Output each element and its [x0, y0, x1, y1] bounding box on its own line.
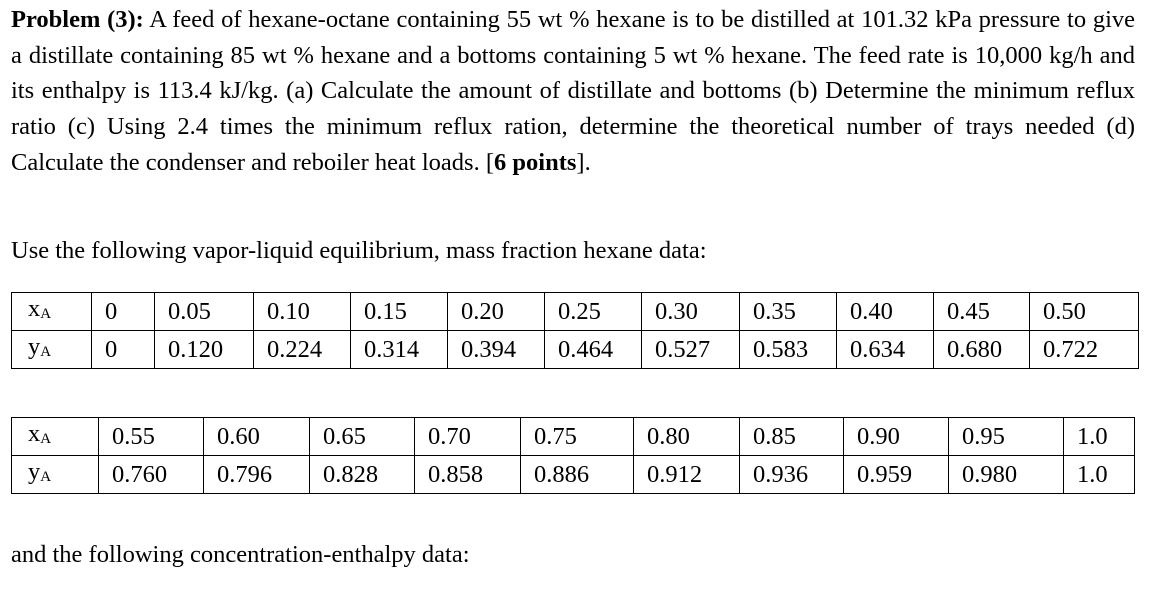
- points-close: ].: [576, 148, 591, 176]
- table1-x-value: 0: [92, 293, 155, 331]
- table2-y-value: 0.936: [740, 456, 844, 494]
- table2-x-value: 0.65: [310, 418, 415, 456]
- y-label: $y_A$: [12, 331, 92, 369]
- table1-x-value: 0.40: [837, 293, 934, 331]
- table1-x-value: 0.20: [448, 293, 545, 331]
- table2-row-x: [12, 418, 1135, 456]
- table2-y-value: 1.0: [1064, 456, 1135, 494]
- table1-x-value: 0.25: [545, 293, 642, 331]
- table1-x-value: 0.30: [642, 293, 740, 331]
- table1-x-value: 0.10: [254, 293, 351, 331]
- table2-x-value: 0.75: [521, 418, 634, 456]
- table2-y-value: 0.760: [99, 456, 204, 494]
- table1-x-value: 0.50: [1030, 293, 1139, 331]
- table1-x-value: 0.15: [351, 293, 448, 331]
- problem-label: Problem (3):: [11, 6, 144, 33]
- table1-y-value: 0.583: [740, 331, 837, 369]
- table2-x-value: 0.95: [949, 418, 1064, 456]
- table2-x-value: 0.80: [634, 418, 740, 456]
- table1-y-value: 0.314: [351, 331, 448, 369]
- table1-y-value: 0.120: [155, 331, 254, 369]
- x-label: $x_A$: [12, 418, 99, 456]
- table1-x-value: 0.35: [740, 293, 837, 331]
- table2-y-value: 0.959: [844, 456, 949, 494]
- table2-x-value: 0.90: [844, 418, 949, 456]
- table1-y-value: 0.224: [254, 331, 351, 369]
- vle-intro-text: Use the following vapor-liquid equilibrium, mass fraction hexane data:: [11, 237, 707, 264]
- points-open: [: [485, 148, 495, 176]
- table1-x-value: 0.45: [934, 293, 1030, 331]
- table1-y-value: 0.634: [837, 331, 934, 369]
- y-label: $y_A$: [12, 456, 99, 494]
- problem-text: A feed of hexane-octane containing 55 wt % hexane is to be distilled at 101.32 kPa pressure to give a distillate containing 85 wt % hexane and a bottoms containing 5 wt % hexane. The feed rate is 10,000 kg/h and its enthalpy is 113.4 kJ/kg. (a) Calculate the amount of distillate and bottoms (b) Determine the minimum reflux ratio (c) Using 2.4 times the minimum reflux ration, determine the theoretical number of trays needed (d) Calculate the condenser and reboiler heat loads.: [11, 6, 1135, 176]
- table1-y-value: 0.464: [545, 331, 642, 369]
- enthalpy-intro-text: and the following concentration-enthalpy data:: [11, 541, 470, 568]
- vle-table-1: [11, 292, 1139, 369]
- table2-y-value: 0.796: [204, 456, 310, 494]
- table2-x-value: 1.0: [1064, 418, 1135, 456]
- table2-x-value: 0.55: [99, 418, 204, 456]
- table2-row-y: [12, 456, 1135, 494]
- vle-table-2: [11, 417, 1135, 494]
- x-label: $x_A$: [12, 293, 92, 331]
- table1-y-value: 0.722: [1030, 331, 1139, 369]
- table2-y-value: 0.828: [310, 456, 415, 494]
- document-page: [11, 0, 1141, 568]
- table1-row-y: [12, 331, 1139, 369]
- table1-x-value: 0.05: [155, 293, 254, 331]
- table1-y-value: 0.394: [448, 331, 545, 369]
- table1-row-x: [12, 293, 1139, 331]
- table2-y-value: 0.886: [521, 456, 634, 494]
- table2-x-value: 0.85: [740, 418, 844, 456]
- table2-y-value: 0.858: [415, 456, 521, 494]
- table1-y-value: 0.527: [642, 331, 740, 369]
- table1-y-value: 0.680: [934, 331, 1030, 369]
- problem-statement: [11, 0, 1135, 181]
- table2-y-value: 0.980: [949, 456, 1064, 494]
- table2-y-value: 0.912: [634, 456, 740, 494]
- table1-y-value: 0: [92, 331, 155, 369]
- table2-x-value: 0.70: [415, 418, 521, 456]
- points-value: 6 points: [494, 148, 577, 176]
- table2-x-value: 0.60: [204, 418, 310, 456]
